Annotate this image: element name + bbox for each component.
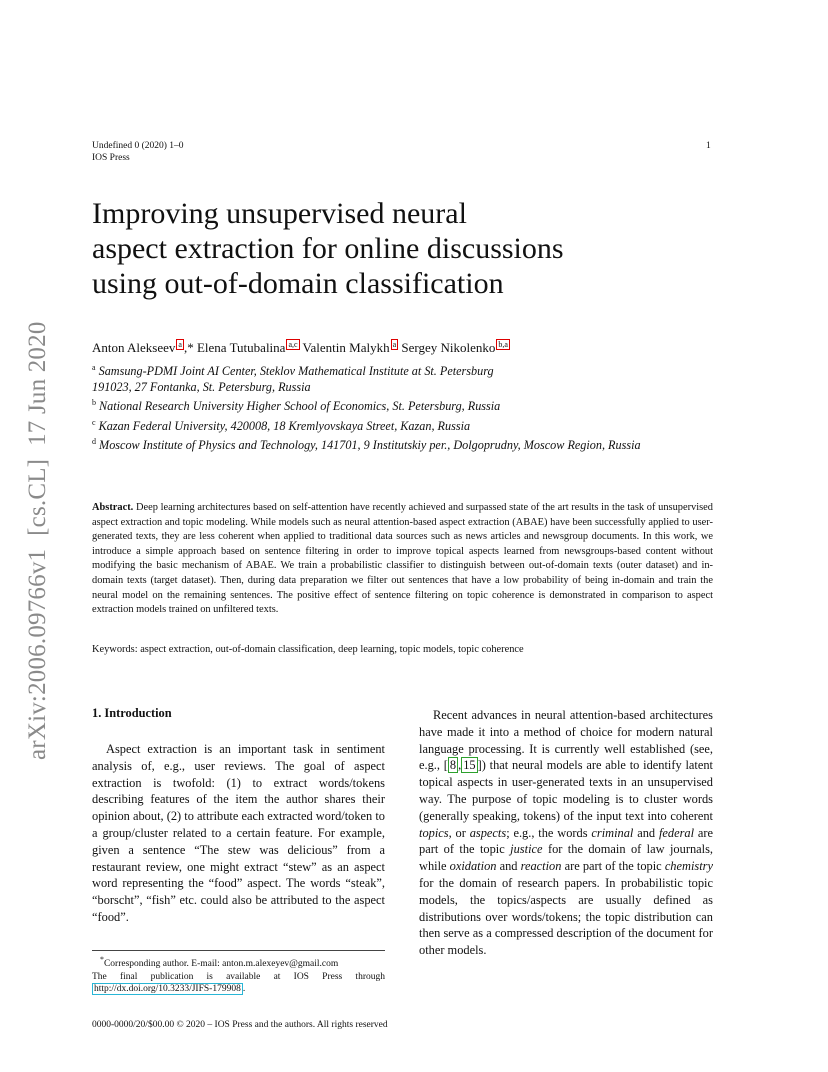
intro-paragraph: Aspect extraction is an important task in sentiment analysis of, e.g., user reviews. The goal of aspect extraction is twofold: (1) to extract words/tokens describing features of the item the author shares their opinion about, (2) to attribute each extracted word/token to a group/cluster related to a certain feature. For example, given a sentence “The stew was delicious” from a restaurant review, one might extract “stew” as an aspect word representing the “food” aspect. The words “steak”, “borscht”, “fish” etc. could also be attributed to the aspect “food”. bbox=[92, 742, 385, 924]
paper-title bbox=[92, 196, 712, 301]
keywords: Keywords: aspect extraction, out-of-domain classification, deep learning, topic models, topic coherence bbox=[92, 644, 524, 655]
journal-header bbox=[92, 140, 184, 164]
title-line-2: aspect extraction for online discussions bbox=[92, 232, 564, 265]
author-name: Elena Tutubalina bbox=[193, 340, 286, 355]
affiliations bbox=[92, 360, 641, 453]
footnote bbox=[92, 954, 385, 996]
abstract-label: Abstract. bbox=[92, 502, 134, 513]
intro-paragraph-right: Recent advances in neural attention-based architectures have made it into a method of choice for modern natural language processing. It is currently well established (see, e.g., [ 8 , 15 ]) that neural models are able to identify latent topical aspects in user-generated texts in an unsupervised way. The purpose of topic modeling is to cluster words (generally speaking, tokens) of the input text into coherent topics, or aspects; e.g., the words criminal and federal are part of the topic justice for the domain of law journals, while oxidation and reaction are part of the topic chemistry for the domain of research papers. In probabilistic topic models, the topics/aspects are usually defined as distributions over words/tokens; the topic distribution can then serve as a compressed description of the document for other models. bbox=[419, 708, 714, 958]
affiliation-c: $^c$ Kazan Federal University, 420008, 18 Kremlyovskaya Street, Kazan, Russia bbox=[92, 417, 471, 433]
arxiv-identifier-stamp: arXiv:2006.09766v1 [cs.CL] 17 Jun 2020 bbox=[24, 321, 51, 760]
author-name: Valentin Malykh bbox=[299, 340, 390, 355]
abstract bbox=[92, 501, 713, 618]
footnote-divider bbox=[92, 950, 385, 951]
affiliation-b: $^b$ National Research University Higher School of Economics, St. Petersburg, Russia bbox=[92, 398, 501, 414]
citation-link[interactable]: 8 bbox=[449, 758, 457, 773]
title-line-1: Improving unsupervised neural bbox=[92, 197, 467, 230]
left-column bbox=[92, 741, 385, 926]
affiliation-link[interactable]: a bbox=[392, 340, 397, 349]
affiliation-a-address: 191023, 27 Fontanka, St. Petersburg, Russia bbox=[92, 380, 311, 395]
author-list bbox=[92, 339, 510, 356]
citation-link[interactable]: 15 bbox=[463, 758, 476, 773]
right-column bbox=[419, 707, 713, 959]
section-heading: 1. Introduction bbox=[92, 706, 172, 720]
affiliation-link[interactable]: a,c bbox=[288, 340, 298, 349]
doi-link[interactable]: http://dx.doi.org/10.3233/JIFS-179908 bbox=[94, 984, 241, 995]
affiliation-d: $^d$ Moscow Institute of Physics and Technology, 141701, 9 Institutskiy per., Dolgoprudny, Moscow Region, Russia bbox=[92, 437, 641, 453]
abstract-text: Deep learning architectures based on self-attention have recently achieved and surpassed state of the art results in the task of unsupervised aspect extraction and topic modeling. While models such as neural attention-based aspect extraction (ABAE) have been successfully applied to user-generated texts, they are less coherent when applied to traditional data sources such as news articles and newsgroup documents. In this work, we introduce a simple approach based on sentence filtering in order to improve topical aspects learned from newsgroups-based content without modifying the basic mechanism of ABAE. We train a probabilistic classifier to distinguish between out-of-domain texts (outer dataset) and in-domain texts (target dataset). Then, during data preparation we filter out sentences that have a low probability of being in-domain and train the neural model on the remaining sentences. The positive effect of sentence filtering on topic coherence is demonstrated in comparison to aspect extraction models trained on unfiltered texts. bbox=[92, 502, 713, 616]
publication-note: The final publication is available at IOS Press through http://dx.doi.org/10.3233/JIFS-179908 . bbox=[92, 971, 385, 995]
page-number: 1 bbox=[706, 141, 711, 151]
journal-publisher: IOS Press bbox=[92, 153, 130, 163]
journal-volume: Undefined 0 (2020) 1–0 bbox=[92, 141, 184, 151]
affiliation-link[interactable]: b,a bbox=[498, 340, 508, 349]
corresponding-author-note: *Corresponding author. E-mail: anton.m.alexeyev@gmail.com bbox=[100, 955, 339, 970]
affiliation-a: $^a$ Samsung-PDMI Joint AI Center, Steklov Mathematical Institute at St. Petersburg bbox=[92, 363, 494, 379]
author-name: Sergey Nikolenko bbox=[398, 340, 496, 355]
corresponding-mark: ,* bbox=[183, 340, 194, 355]
affiliation-link[interactable]: a bbox=[178, 340, 182, 349]
author-name: Anton Alekseev bbox=[92, 340, 176, 355]
title-line-3: using out-of-domain classification bbox=[92, 267, 504, 300]
copyright-footer: 0000-0000/20/$00.00 © 2020 – IOS Press and the authors. All rights reserved bbox=[92, 1020, 388, 1030]
